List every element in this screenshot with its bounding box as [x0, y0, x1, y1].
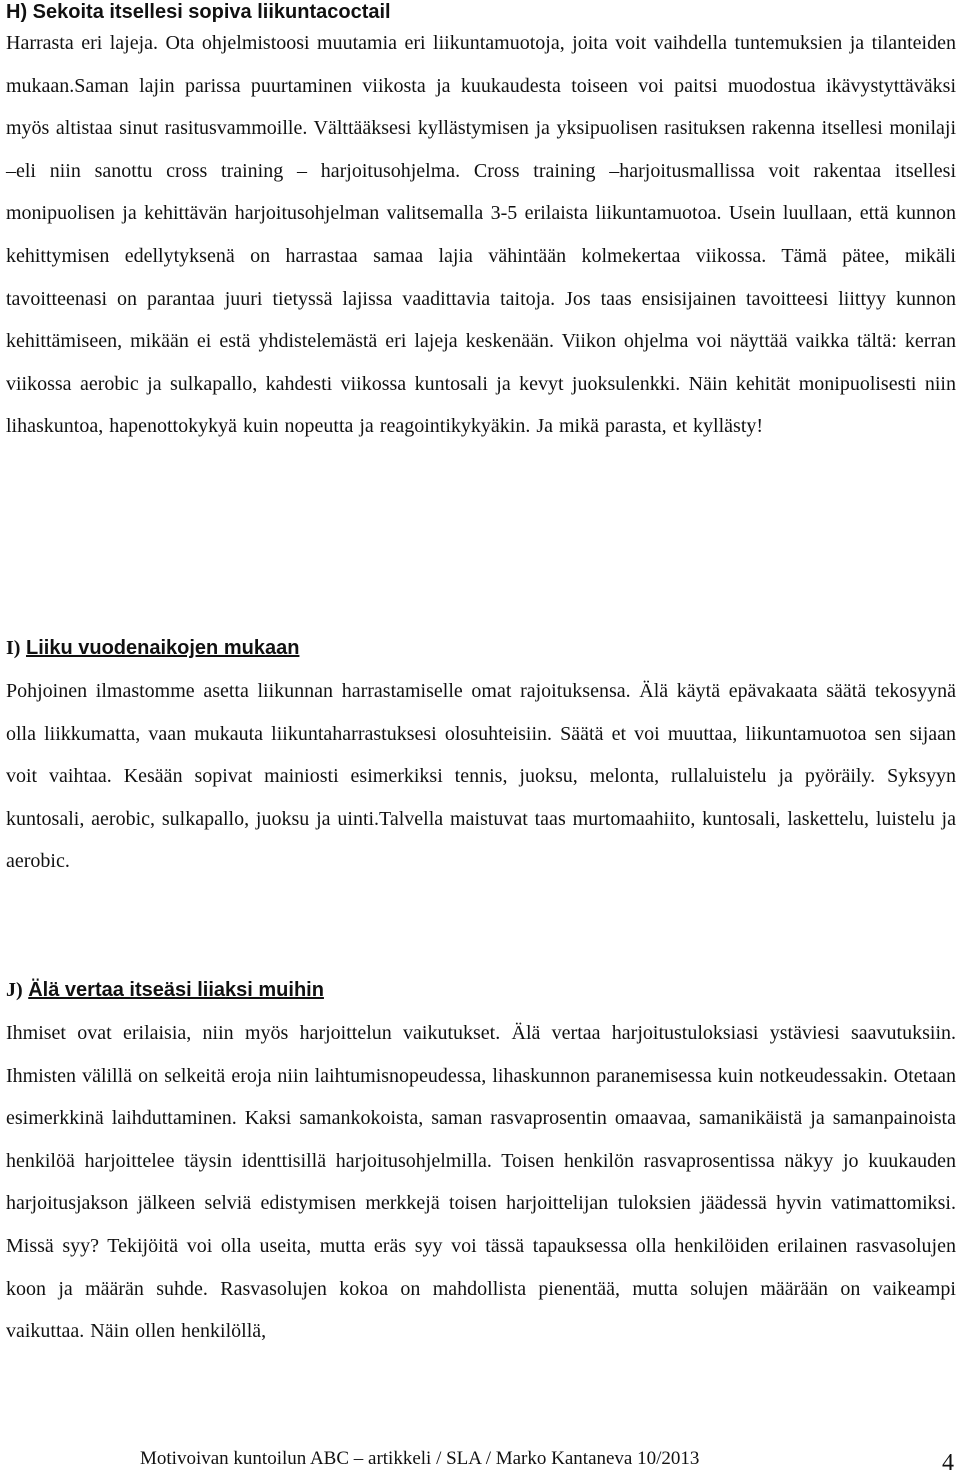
section-j-label: J) — [6, 979, 23, 1001]
section-j-heading — [6, 979, 324, 1002]
section-i-paragraph: Pohjoinen ilmastomme asetta liikunnan harrastamiselle omat rajoituksensa. Älä käytä epävakaata säätä tekosyynä olla liikkumatta, vaan mukauta liikuntaharrastuksesi olosuhteisiin. Säätä et voi muuttaa, liikuntamuotoa sen sijaan voit vaihtaa. Kesään sopivat mainiosti esimerkiksi tennis, juoksu, melonta, rullaluistelu ja pyöräily. Syksyyn kuntosali, aerobic, sulkapallo, juoksu ja uinti.Talvella maistuvat taas murtomaahiito, kuntosali, laskettelu, luistelu ja aerobic. — [6, 680, 956, 873]
section-h-title: Sekoita itsellesi sopiva liikuntacoctail — [32, 1, 391, 23]
page-number: 4 — [942, 1450, 954, 1476]
section-h-heading — [6, 1, 391, 24]
section-i-label: I) — [6, 637, 21, 659]
section-j-paragraph: Ihmiset ovat erilaisia, niin myös harjoittelun vaikutukset. Älä vertaa harjoitustuloksiasi ystäviesi saavutuksiin. Ihmisten välillä on selkeitä eroja niin laihtumisnopeudessa, lihaskunnon paranemisessa kuin notkeudessakin. Otetaan esimerkkinä laihduttaminen. Kaksi samankokoista, saman rasvaprosentin omaavaa, samanikäistä ja samanpainoista henkilöä harjoittelee täysin identtisillä harjoitusohjelmilla. Toisen henkilön rasvaprosentissa näkyy jo kuukauden harjoitusjakson jälkeen selviä edistymisen merkkejä toisen harjoittelijan tuloksien jäädessä hyvin vatimattomiksi. Missä syy? Tekijöitä voi olla useita, mutta eräs syy voi tässä tapauksessa olla henkilöiden erilainen rasvasolujen koon ja määrän suhde. Rasvasolujen kokoa on mahdollista pienentää, mutta solujen määrään on vaikeampi vaikuttaa. Näin ollen henkilöllä, — [6, 1022, 956, 1343]
section-i-heading — [6, 637, 299, 660]
section-h-label: H) — [6, 1, 28, 23]
section-j-title: Älä vertaa itseäsi liiaksi muihin — [28, 979, 324, 1001]
page-footer: Motivoivan kuntoilun ABC – artikkeli / SLA / Marko Kantaneva 10/2013 — [140, 1448, 700, 1469]
section-i-title: Liiku vuodenaikojen mukaan — [26, 637, 300, 659]
section-h-paragraph: Harrasta eri lajeja. Ota ohjelmistoosi muutamia eri liikuntamuotoja, joita voit vaihdella tuntemuksien ja tilanteiden mukaan.Saman lajin parissa puurtaminen viikosta ja kuukaudesta toiseen voi paitsi muodostua ikävystyttäväksi myös altistaa sinut rasitusvammoille. Välttääksesi kyllästymisen ja yksipuolisen rasituksen rakenna itsellesi monilaji –eli niin sanottu cross training – harjoitusohjelma. Cross training –harjoitusmallissa voit rakentaa itsellesi monipuolisen ja kehittävän harjoitusohjelman valitsemalla 3-5 erilaista liikuntamuotoa. Usein luullaan, että kunnon kehittymisen edellytyksenä on harrastaa samaa lajia vähintään kolmekertaa viikossa. Tämä pätee, mikäli tavoitteenasi on parantaa juuri tietyssä lajissa vaadittavia taitoja. Jos taas ensisijainen tavoitteesi liittyy kunnon kehittämiseen, mikään ei estä yhdistelemästä eri lajeja keskenään. Viikon ohjelma voi näyttää vaikka tältä: kerran viikossa aerobic ja sulkapallo, kahdesti viikossa kuntosali ja kevyt juoksulenkki. Näin kehität monipuolisesti niin lihaskuntoa, hapenottokykyä kuin nopeutta ja reagointikykyäkin. Ja mikä parasta, et kyllästy! — [6, 32, 956, 438]
